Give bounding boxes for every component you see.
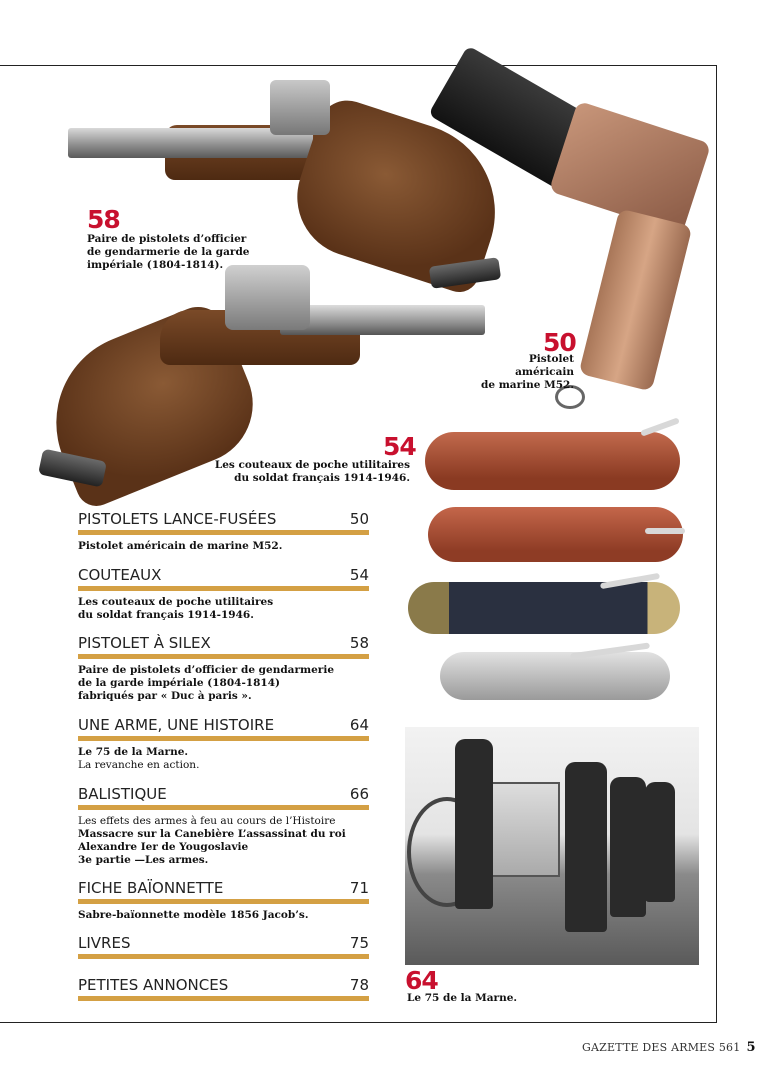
photo-caption-58: Paire de pistolets d’officier de gendarmerie de la garde impériale (1804-1814).	[87, 233, 250, 271]
toc-page: 58	[349, 634, 369, 652]
magazine-name: GAZETTE DES ARMES 561	[582, 1041, 741, 1054]
photo-number-50: 50	[543, 328, 576, 357]
photo-number-54: 54	[383, 432, 416, 461]
toc-entry-livres[interactable]	[78, 934, 369, 959]
toc-entry-pistolets-lance-fusees[interactable]	[78, 510, 369, 553]
toc-line: Les effets des armes à feu au cours de l’Histoire	[78, 815, 336, 827]
toc-line: Les couteaux de poche utilitaires	[78, 596, 274, 608]
toc-line: 3e partie —Les armes.	[78, 854, 209, 866]
toc-line: Massacre sur la Canebière L’assassinat du roi	[78, 828, 346, 840]
toc-page: 71	[349, 879, 369, 897]
toc-entry-pistolet-a-silex[interactable]	[78, 634, 369, 703]
photo-caption-64: Le 75 de la Marne.	[407, 992, 518, 1004]
photo-caption-50: Pistolet américain de marine M52.	[481, 353, 574, 391]
toc-entry-couteaux[interactable]	[78, 566, 369, 622]
toc-title: COUTEAUX	[78, 566, 162, 584]
toc-title: UNE ARME, UNE HISTOIRE	[78, 716, 275, 734]
photo-number-64: 64	[405, 966, 438, 995]
toc-title: PETITES ANNONCES	[78, 976, 229, 994]
toc-page: 50	[349, 510, 369, 528]
toc-line: du soldat français 1914-1946.	[78, 609, 254, 621]
toc-line: Le 75 de la Marne.	[78, 746, 189, 758]
page-footer	[582, 1040, 756, 1055]
photo-caption-54: Les couteaux de poche utilitaires du soldat français 1914-1946.	[214, 459, 410, 484]
toc-title: LIVRES	[78, 934, 131, 952]
toc-title: PISTOLETS LANCE-FUSÉES	[78, 510, 277, 528]
toc-page: 64	[349, 716, 369, 734]
toc-line: de la garde impériale (1804-1814)	[78, 677, 280, 689]
toc-line: Sabre-baïonnette modèle 1856 Jacob’s.	[78, 909, 309, 921]
toc-entry-une-arme-une-histoire[interactable]	[78, 716, 369, 772]
historical-photo	[405, 727, 699, 965]
toc-title: FICHE BAÏONNETTE	[78, 879, 224, 897]
toc-line: Alexandre Ier de Yougoslavie	[78, 841, 249, 853]
toc-page: 75	[349, 934, 369, 952]
page-number: 5	[746, 1040, 756, 1055]
toc-title: PISTOLET À SILEX	[78, 634, 211, 652]
toc-line: Paire de pistolets d’officier de gendarmerie	[78, 664, 334, 676]
toc-page: 66	[349, 785, 369, 803]
toc-line: fabriqués par « Duc à paris ».	[78, 690, 252, 702]
toc-entry-petites-annonces[interactable]	[78, 976, 369, 1001]
toc-page: 54	[349, 566, 369, 584]
toc-page: 78	[349, 976, 369, 994]
toc-line: Pistolet américain de marine M52.	[78, 540, 283, 552]
toc-entry-balistique[interactable]	[78, 785, 369, 867]
photo-number-58: 58	[87, 205, 120, 234]
toc-line: La revanche en action.	[78, 759, 200, 771]
toc-title: BALISTIQUE	[78, 785, 167, 803]
toc-entry-fiche-baionnette[interactable]	[78, 879, 369, 922]
